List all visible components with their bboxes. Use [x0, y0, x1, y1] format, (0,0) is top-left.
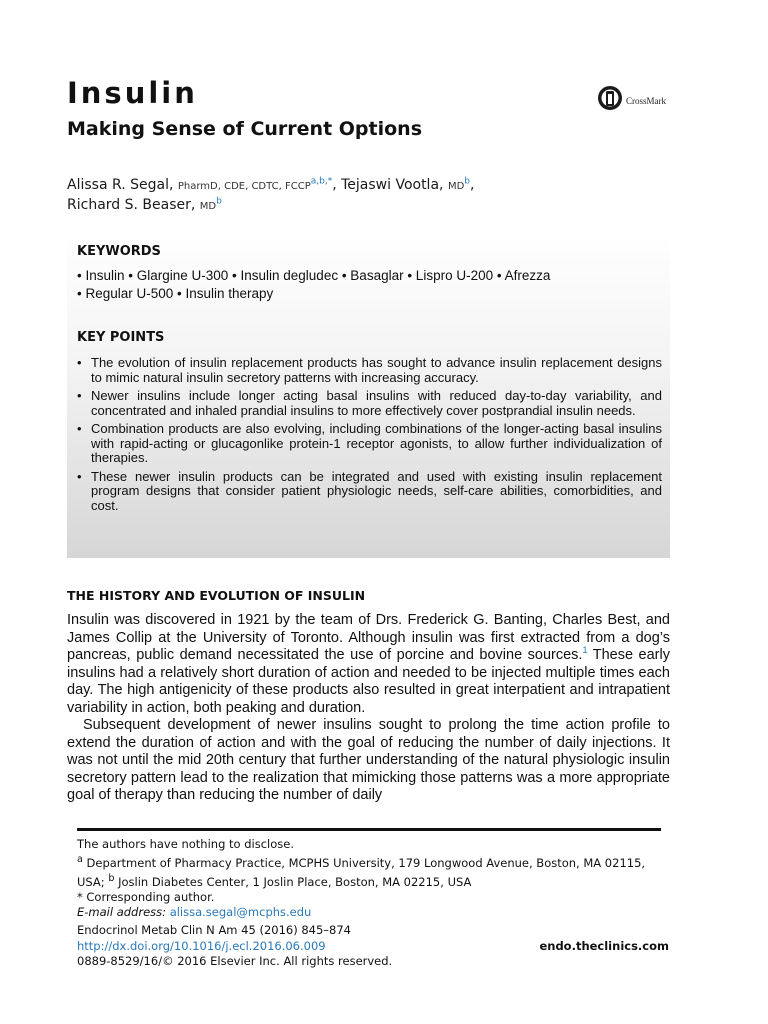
keywords-heading: KEYWORDS — [77, 244, 161, 259]
key-point-item — [77, 470, 662, 514]
author-credentials: MD — [199, 201, 217, 212]
affiliation-mark: a — [77, 854, 83, 865]
author-name: Tejaswi Vootla, — [341, 177, 448, 193]
bullet-icon: • — [77, 421, 82, 436]
paragraph-text: These early insulins had a relatively short duration of action and needed to be injected multiple times each day. The high antigenicity of these products also resulted in great interpatient and intrapatient variability in action, both peaking and duration. — [67, 647, 670, 716]
keywords-list — [77, 267, 657, 302]
affiliations-note — [77, 852, 667, 890]
paragraph-text: Insulin was discovered in 1921 by the team of Drs. Frederick G. Banting, Charles Best, and James Collip at the University of Toronto. Although insulin was first extracted from a dog’s pancreas, public demand necessitated the use of porcine and bovine sources. — [67, 612, 670, 663]
keywords-line: • Insulin • Glargine U-300 • Insulin degludec • Basaglar • Lispro U-200 • Afrezza — [77, 268, 551, 283]
key-point-item — [77, 356, 662, 385]
bullet-icon: • — [77, 355, 82, 370]
crossmark-icon — [597, 85, 623, 116]
author-credentials: PharmD, CDE, CDTC, FCCP — [177, 181, 311, 192]
author-affiliation-mark[interactable]: b — [216, 196, 222, 207]
key-point-text: The evolution of insulin replacement products has sought to advance insulin replacement designs to mimic natural insulin secretory patterns with increasing accuracy. — [91, 355, 662, 385]
author-name: Alissa R. Segal, — [67, 177, 178, 193]
article-title: Insulin — [67, 76, 198, 110]
citation: Endocrinol Metab Clin N Am 45 (2016) 845–874 — [77, 923, 352, 937]
keywords-line: • Regular U-500 • Insulin therapy — [77, 285, 274, 301]
keywords-keypoints-box — [67, 232, 670, 558]
email-label: E-mail address: — [77, 904, 170, 919]
reference-link[interactable]: 1 — [582, 645, 588, 656]
section-heading: THE HISTORY AND EVOLUTION OF INSULIN — [67, 588, 366, 603]
doi-link[interactable]: http://dx.doi.org/10.1016/j.ecl.2016.06.009 — [77, 938, 326, 953]
bullet-icon: • — [77, 468, 82, 484]
affiliation-text: Joslin Diabetes Center, 1 Joslin Place, Boston, MA 02215, USA — [114, 874, 472, 889]
article-subtitle: Making Sense of Current Options — [67, 118, 423, 140]
section-body — [67, 612, 670, 805]
disclosure-note: The authors have nothing to disclose. — [77, 837, 294, 851]
author-name: Richard S. Beaser, — [67, 197, 200, 213]
key-point-text: These newer insulin products can be integrated and used with existing insulin replacement program designs that consider patient physiologic needs, self-care abilities, comorbidities, and cost. — [91, 468, 662, 513]
copyright: 0889-8529/16/© 2016 Elsevier Inc. All rights reserved. — [77, 954, 393, 968]
key-points-heading: KEY POINTS — [77, 330, 165, 345]
crossmark-label: CrossMark — [626, 95, 666, 106]
key-point-item — [77, 422, 662, 466]
corresponding-author-note: * Corresponding author. — [77, 889, 215, 904]
author-line-2 — [67, 196, 687, 216]
affiliation-mark: b — [108, 872, 115, 884]
author-affiliation-mark[interactable]: a,b,* — [310, 176, 333, 187]
key-point-text: Newer insulins include longer acting basal insulins with reduced day-to-day variability, and concentrated and inhaled prandial insulins to more effectively cover postprandial insulin needs. — [91, 388, 662, 418]
author-separator: , — [332, 177, 342, 193]
crossmark-badge[interactable] — [597, 85, 666, 116]
bullet-icon: • — [77, 388, 82, 403]
journal-website: endo.theclinics.com — [539, 939, 669, 953]
author-credentials: MD — [447, 181, 465, 192]
email-link[interactable]: alissa.segal@mcphs.edu — [169, 904, 312, 919]
author-affiliation-mark[interactable]: b — [464, 176, 470, 187]
key-points-list — [77, 356, 662, 517]
paragraph — [67, 612, 670, 717]
affiliation-text: Department of Pharmacy Practice, MCPHS University, 179 Longwood Avenue, Boston, MA 02115, USA; — [77, 855, 646, 889]
author-line-1 — [67, 176, 687, 196]
key-point-item — [77, 389, 662, 418]
paragraph: Subsequent development of newer insulins sought to prolong the time action profile to extend the duration of action and with the goal of reducing the number of daily injections. It was not until the mid 20th century that further understanding of the natural physiologic insulin secretory pattern lead to the realization that mimicking those patterns was a more appropriate goal of therapy than reducing the number of daily — [67, 717, 670, 803]
footnotes — [77, 837, 667, 920]
email-note — [77, 905, 667, 920]
key-point-text: Combination products are also evolving, including combinations of the longer-acting basal insulins with rapid-acting or glucagonlike protein-1 receptor agonists, to allow further individualization of therapies. — [91, 421, 662, 465]
author-separator: , — [469, 177, 475, 193]
author-list — [67, 176, 687, 216]
footnote-divider — [77, 828, 661, 831]
